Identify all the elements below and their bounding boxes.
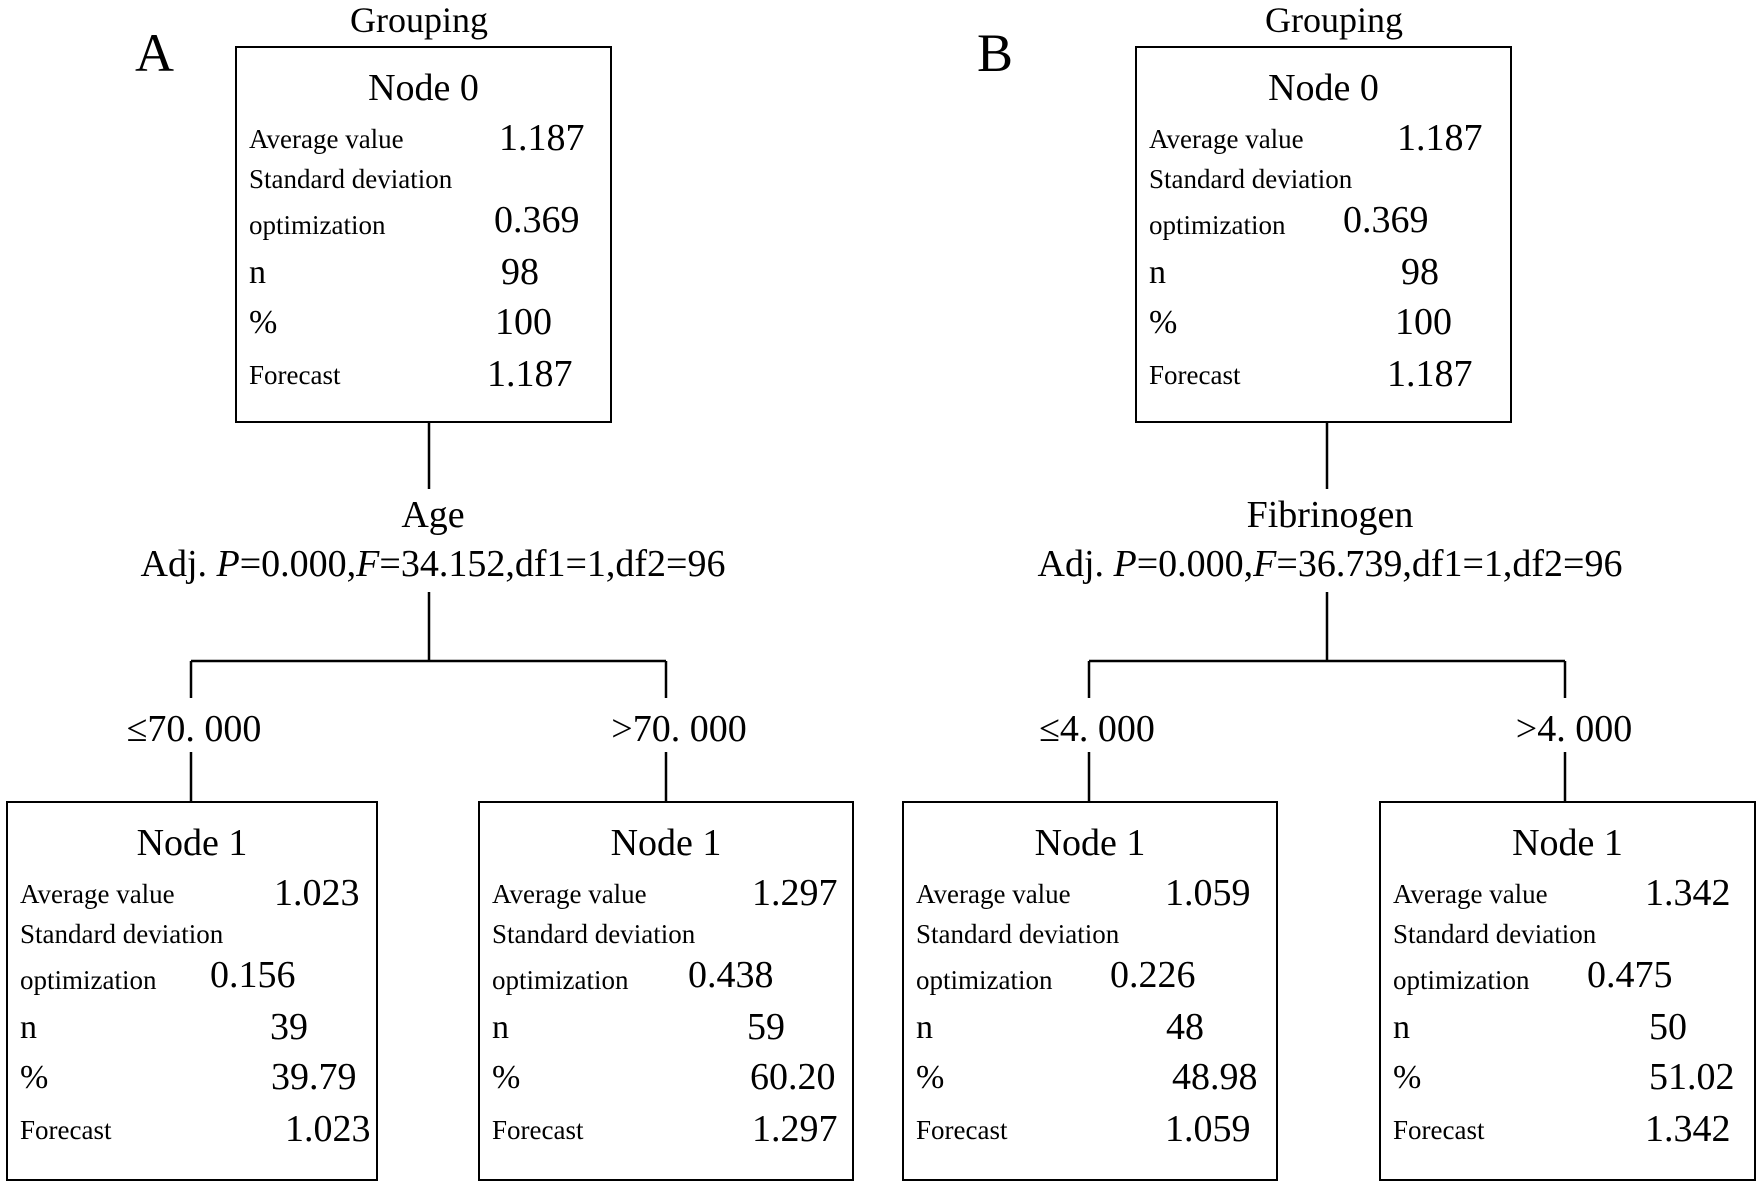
percent-value: 39.79 (271, 1056, 357, 1098)
forecast-value: 1.187 (1387, 353, 1473, 395)
optimization-label: optimization (1393, 965, 1530, 995)
percent-label: % (492, 1059, 521, 1096)
forecast-label: Forecast (20, 1115, 112, 1145)
root-heading-a: Grouping (350, 0, 488, 40)
standard-deviation-label: Standard deviation (492, 919, 696, 949)
root-heading-b: Grouping (1265, 0, 1403, 40)
average-value-label: Average value (20, 879, 175, 909)
split-statistics-b: Adj. P=0.000,F=36.739,df1=1,df2=96 (1037, 543, 1623, 585)
optimization-label: optimization (492, 965, 629, 995)
n-label: n (916, 1009, 933, 1046)
split-variable-b: Fibrinogen (1246, 494, 1414, 536)
split-statistics-a: Adj. P=0.000,F=34.152,df1=1,df2=96 (140, 543, 726, 585)
average-value: 1.187 (499, 117, 585, 159)
optimization-value: 0.438 (688, 954, 774, 996)
average-value: 1.023 (274, 872, 360, 914)
forecast-value: 1.342 (1645, 1108, 1731, 1150)
average-value-label: Average value (492, 879, 647, 909)
n-label: n (1393, 1009, 1410, 1046)
node-title: Node 1 (136, 822, 248, 864)
forecast-value: 1.187 (487, 353, 573, 395)
percent-value: 48.98 (1172, 1056, 1258, 1098)
branch-label-a-right: >70. 000 (611, 708, 747, 750)
forecast-value: 1.023 (285, 1108, 371, 1150)
percent-value: 51.02 (1649, 1056, 1735, 1098)
node-title: Node 1 (1512, 822, 1623, 864)
node-0-a (235, 46, 612, 423)
optimization-label: optimization (916, 965, 1053, 995)
optimization-value: 0.475 (1587, 954, 1673, 996)
percent-value: 100 (495, 301, 552, 343)
node-1-a-right (478, 801, 854, 1181)
n-label: n (1149, 254, 1166, 291)
node-title: Node 1 (1034, 822, 1146, 864)
optimization-label: optimization (1149, 210, 1286, 240)
optimization-value: 0.369 (1343, 199, 1429, 241)
n-label: n (492, 1009, 509, 1046)
average-value-label: Average value (249, 124, 404, 154)
percent-label: % (916, 1059, 945, 1096)
average-value: 1.342 (1645, 872, 1731, 914)
forecast-label: Forecast (492, 1115, 584, 1145)
n-label: n (20, 1009, 37, 1046)
forecast-value: 1.297 (752, 1108, 838, 1150)
node-title: Node 1 (610, 822, 722, 864)
optimization-value: 0.369 (494, 199, 580, 241)
node-title: Node 0 (1268, 67, 1379, 109)
standard-deviation-label: Standard deviation (916, 919, 1120, 949)
branch-label-b-right: >4. 000 (1515, 708, 1633, 750)
n-value: 59 (747, 1006, 785, 1048)
panel-label-a: A (135, 23, 174, 83)
split-variable-a: Age (401, 494, 465, 536)
optimization-value: 0.156 (210, 954, 296, 996)
optimization-value: 0.226 (1110, 954, 1196, 996)
standard-deviation-label: Standard deviation (249, 164, 453, 194)
node-1-b-left (902, 801, 1278, 1181)
forecast-label: Forecast (916, 1115, 1008, 1145)
n-label: n (249, 254, 266, 291)
forecast-label: Forecast (1393, 1115, 1485, 1145)
standard-deviation-label: Standard deviation (20, 919, 224, 949)
n-value: 48 (1166, 1006, 1204, 1048)
percent-label: % (1393, 1059, 1422, 1096)
average-value-label: Average value (1149, 124, 1304, 154)
average-value: 1.297 (752, 872, 838, 914)
percent-label: % (1149, 304, 1178, 341)
node-1-a-left (6, 801, 378, 1181)
percent-label: % (249, 304, 278, 341)
node-0-b (1135, 46, 1512, 423)
forecast-value: 1.059 (1165, 1108, 1251, 1150)
standard-deviation-label: Standard deviation (1149, 164, 1353, 194)
node-title: Node 0 (368, 67, 479, 109)
branch-label-b-left: ≤4. 000 (1039, 708, 1155, 750)
standard-deviation-label: Standard deviation (1393, 919, 1597, 949)
n-value: 98 (501, 251, 539, 293)
average-value: 1.059 (1165, 872, 1251, 914)
average-value-label: Average value (916, 879, 1071, 909)
n-value: 98 (1401, 251, 1439, 293)
percent-value: 60.20 (750, 1056, 836, 1098)
optimization-label: optimization (20, 965, 157, 995)
node-1-b-right (1379, 801, 1756, 1181)
forecast-label: Forecast (249, 360, 341, 390)
branch-label-a-left: ≤70. 000 (126, 708, 262, 750)
average-value: 1.187 (1397, 117, 1483, 159)
panel-label-b: B (977, 23, 1014, 83)
n-value: 39 (270, 1006, 308, 1048)
n-value: 50 (1649, 1006, 1687, 1048)
optimization-label: optimization (249, 210, 386, 240)
percent-label: % (20, 1059, 49, 1096)
average-value-label: Average value (1393, 879, 1548, 909)
forecast-label: Forecast (1149, 360, 1241, 390)
percent-value: 100 (1395, 301, 1452, 343)
